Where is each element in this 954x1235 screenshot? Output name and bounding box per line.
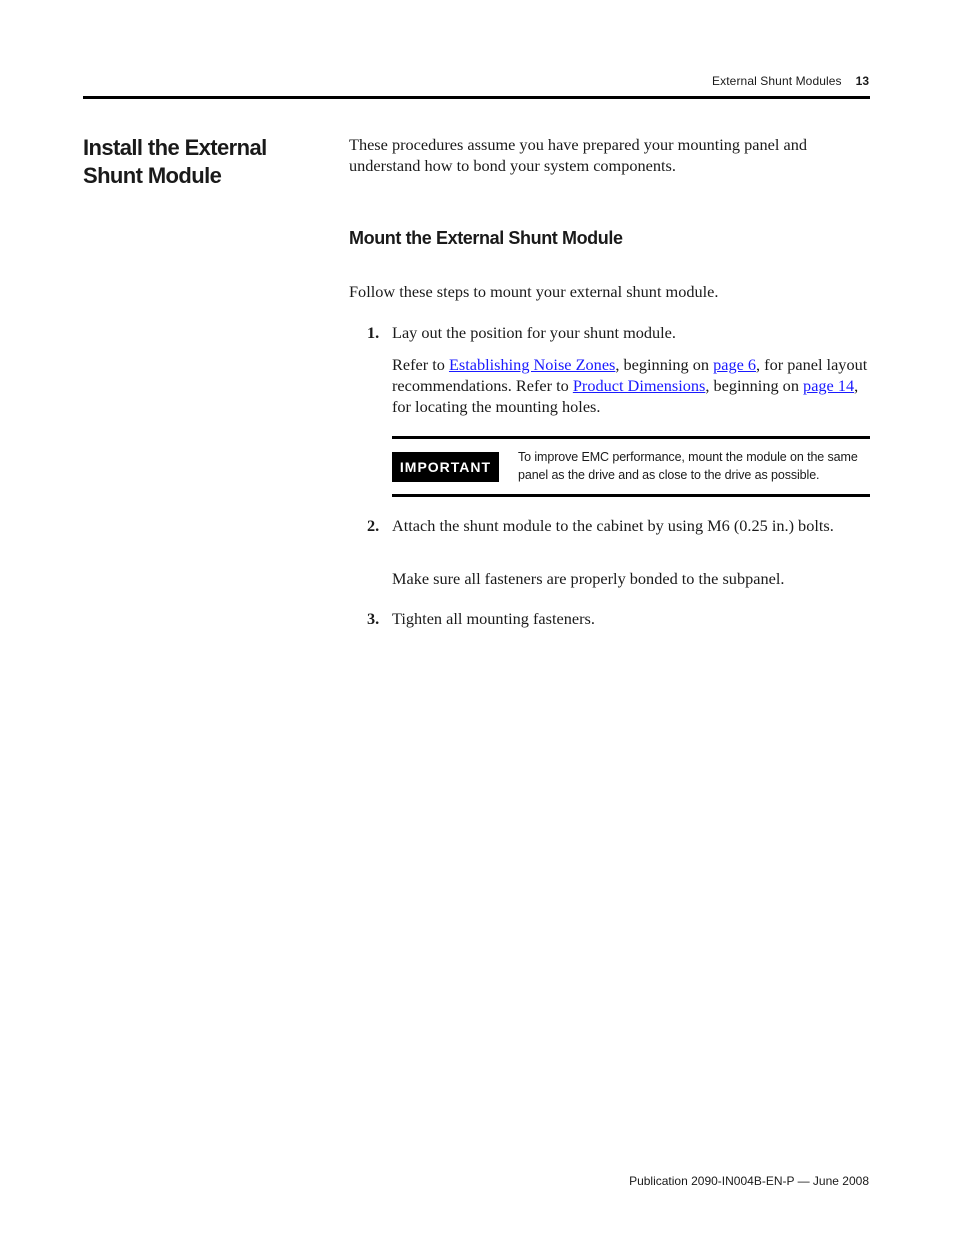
section-title: Install the External Shunt Module [83, 135, 267, 188]
section-intro: These procedures assume you have prepared your mounting panel and understand how to bond your system components. [349, 135, 807, 175]
step-2-text: Attach the shunt module to the cabinet by using M6 (0.25 in.) bolts. [392, 516, 834, 535]
running-header [712, 74, 869, 88]
subsection-lead-in: Follow these steps to mount your external shunt module. [349, 282, 719, 301]
header-rule [83, 96, 870, 99]
subsection-title: Mount the External Shunt Module [349, 228, 623, 248]
ref-text-2: , beginning on [615, 355, 714, 374]
important-callout [392, 436, 870, 497]
step-3-number: 3. [367, 609, 380, 628]
page-14-link[interactable]: page 14 [803, 376, 855, 395]
step-1-number: 1. [367, 323, 380, 342]
step-1-reference [392, 354, 870, 417]
page-6-link[interactable]: page 6 [713, 355, 757, 374]
step-2-subtext: Make sure all fasteners are properly bonded to the subpanel. [392, 569, 785, 588]
step-3-text: Tighten all mounting fasteners. [392, 609, 595, 628]
ref-text-5: , for locating the mounting holes. [392, 376, 859, 416]
page-number: 13 [855, 74, 869, 88]
establishing-noise-zones-link[interactable]: Establishing Noise Zones [448, 355, 616, 374]
important-label: IMPORTANT [392, 452, 499, 482]
step-1-text: Lay out the position for your shunt module. [392, 323, 676, 342]
important-text: To improve EMC performance, mount the module on the same panel as the drive and as close to the drive as possible. [518, 450, 858, 482]
product-dimensions-link[interactable]: Product Dimensions [572, 376, 706, 395]
ref-text-1: Refer to [392, 355, 449, 374]
ref-text-4: , beginning on [705, 376, 804, 395]
publication-footer: Publication 2090-IN004B-EN-P — June 2008 [629, 1174, 869, 1188]
ref-text-3: , for panel layout recommendations. Refer to [392, 355, 868, 395]
step-2-number: 2. [367, 516, 380, 535]
running-header-title: External Shunt Modules [712, 74, 842, 88]
